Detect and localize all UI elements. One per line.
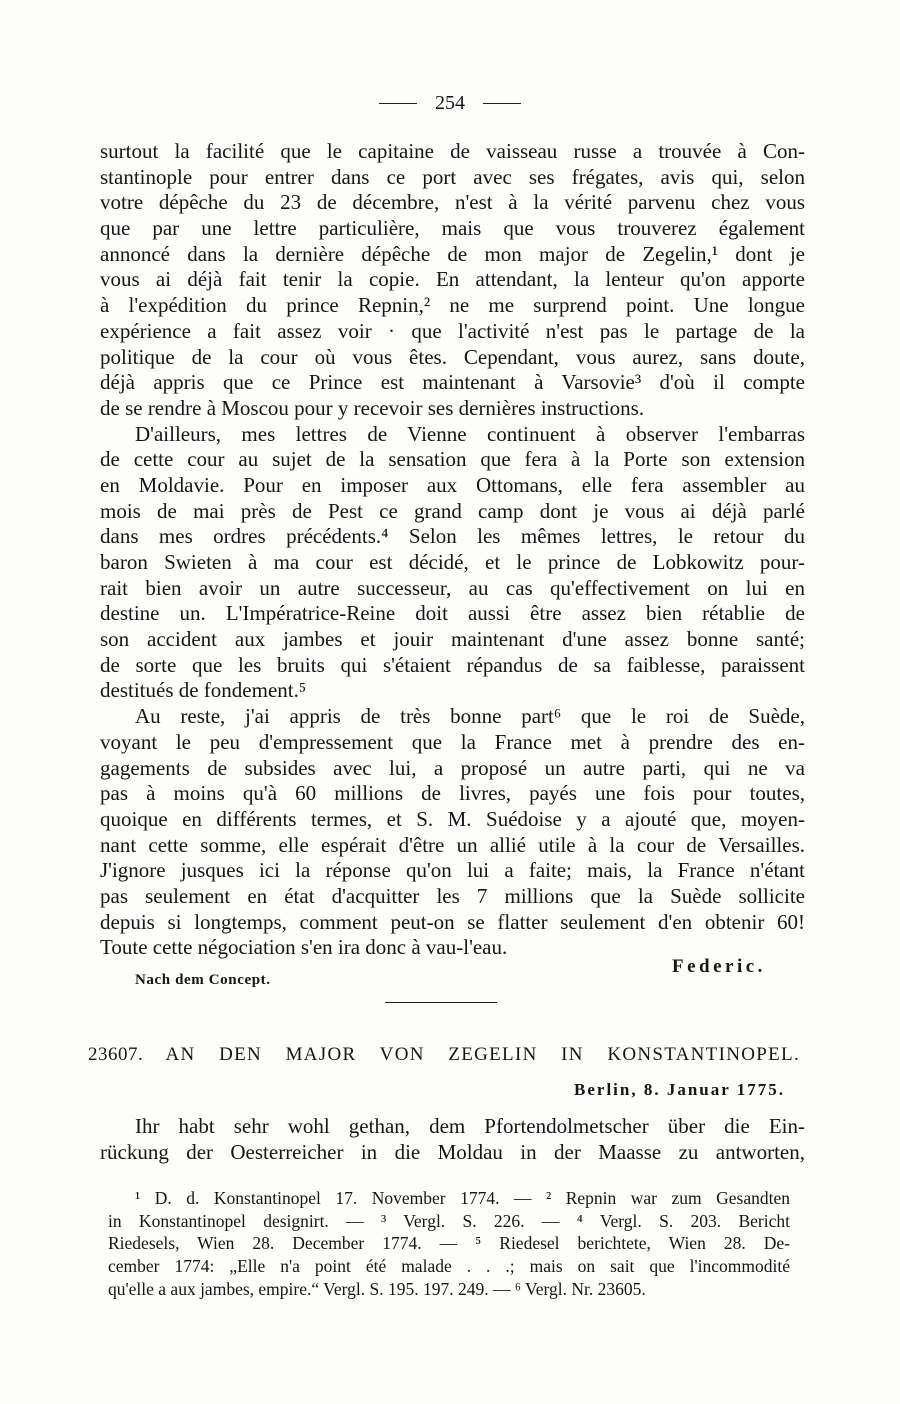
letter-text-line: gagements de subsides avec lui, a proposé un autre parti, qui ne va	[100, 755, 805, 780]
letter-text-line: dans mes ordres précédents.⁴ Selon les mêmes lettres, le retour du	[100, 524, 805, 549]
letter-body	[100, 139, 805, 961]
letter-text-line: destitués de fondement.⁵	[100, 678, 307, 703]
page-number: 254	[435, 91, 465, 114]
letter-text-line: mois de mai près de Pest ce grand camp dont je vous ai déjà parlé	[100, 498, 805, 523]
letter-text-line: stantinople pour entrer dans ce port avec ses frégates, avis qui, selon	[100, 164, 805, 189]
footnote-line: qu'elle a aux jambes, empire.“ Vergl. S. 195. 197. 249. — ⁶ Vergl. Nr. 23605.	[108, 1278, 646, 1299]
header-rule-left	[379, 103, 417, 104]
letter-text-line: baron Swieten à ma cour est décidé, et le prince de Lobkowitz pour-	[100, 550, 805, 574]
letter-text-line: Au reste, j'ai appris de très bonne part⁶ que le roi de Suède,	[135, 704, 805, 729]
letter-text-line: que par une lettre particulière, mais que vous trouverez également	[100, 216, 805, 241]
letter-heading	[88, 1042, 800, 1068]
letter-text-line: déjà appris que ce Prince est maintenant à Varsovie³ d'où il compte	[100, 370, 805, 395]
letter-text-line: destine un. L'Impératrice-Reine doit aussi être assez bien rétablie de	[100, 601, 805, 626]
footnote-line: in Konstantinopel designirt. — ³ Vergl. S. 226. — ⁴ Vergl. S. 203. Bericht	[108, 1210, 790, 1231]
letter-text-line: vous ai déjà fait tenir la copie. En attendant, la lenteur qu'on apporte	[100, 267, 805, 292]
letter-text-line: Toute cette négociation s'en ira donc à vau-l'eau.	[100, 935, 508, 960]
next-letter-body	[100, 1114, 805, 1165]
letter-text-line: pas seulement en état d'acquitter les 7 millions que la Suède sollicite	[100, 883, 805, 908]
section-divider	[385, 1002, 497, 1003]
footnote-line: cember 1774: „Elle n'a point été malade . . .; mais on sait que l'incommodité	[108, 1256, 790, 1277]
letter-text-line: votre dépêche du 23 de décembre, n'est à la vérité parvenu chez vous	[100, 190, 805, 215]
letter-number: 23607.	[88, 1044, 144, 1065]
letter-text-line: à l'expédition du prince Repnin,² ne me surprend point. Une longue	[100, 293, 805, 318]
letter-text-line: de sorte que les bruits qui s'étaient répandus de sa faiblesse, paraissent	[100, 652, 805, 677]
page-header	[0, 90, 900, 116]
footnotes	[108, 1187, 790, 1300]
letter-text-line: rait bien avoir un autre successeur, au cas qu'effectivement on lui en	[100, 575, 805, 600]
letter-text-line: pas à moins qu'à 60 millions de livres, payés une fois pour toutes,	[100, 781, 805, 806]
footnote-line: ¹ D. d. Konstantinopel 17. November 1774. — ² Repnin war zum Gesandten	[135, 1188, 790, 1208]
letter-text-line: quoique en différents termes, et S. M. Suédoise y a ajouté que, moyen-	[100, 806, 805, 831]
signature: Federic.	[672, 956, 766, 977]
footnote-line: Riedesels, Wien 28. December 1774. — ⁵ Riedesel berichtete, Wien 28. De-	[108, 1233, 790, 1254]
letter-text-line: voyant le peu d'empressement que la France met à prendre des en-	[100, 729, 805, 754]
place-date: Berlin, 8. Januar 1775.	[574, 1080, 785, 1099]
letter-text-line: politique de la cour où vous êtes. Cependant, vous aurez, sans doute,	[100, 344, 805, 369]
letter-text-line: expérience a fait assez voir · que l'activité n'est pas le partage de la	[100, 318, 805, 343]
letter-text-line: J'ignore jusques ici la réponse qu'on lui a faite; mais, la France n'étant	[100, 858, 805, 883]
letter-text-line: son accident aux jambes et jouir maintenant d'une assez bonne santé;	[100, 627, 805, 652]
letter-text-line: Ihr habt sehr wohl gethan, dem Pfortendolmetscher über die Ein-	[135, 1114, 805, 1138]
letter-text-line: nant cette somme, elle espérait d'être un allié utile à la cour de Versailles.	[100, 832, 805, 857]
letter-text-line: de se rendre à Moscou pour y recevoir ses dernières instructions.	[100, 395, 645, 420]
letter-title: AN DEN MAJOR VON ZEGELIN IN KONSTANTINOPEL.	[165, 1044, 800, 1065]
letter-text-line: D'ailleurs, mes lettres de Vienne continuent à observer l'embarras	[135, 421, 805, 446]
letter-text-line: de cette cour au sujet de la sensation que fera à la Porte son extension	[100, 447, 805, 472]
letter-text-line: en Moldavie. Pour en imposer aux Ottomans, elle fera assembler au	[100, 472, 805, 497]
letter-text-line: depuis si longtemps, comment peut-on se flatter seulement d'en obtenir 60!	[100, 909, 805, 934]
header-rule-right	[483, 103, 521, 104]
letter-text-line: rückung der Oesterreicher in die Moldau in der Maasse zu antworten,	[100, 1139, 805, 1164]
source-note: Nach dem Concept.	[135, 972, 271, 988]
letter-text-line: surtout la facilité que le capitaine de vaisseau russe a trouvée à Con-	[100, 139, 805, 163]
letter-text-line: annoncé dans la dernière dépêche de mon major de Zegelin,¹ dont je	[100, 241, 805, 266]
